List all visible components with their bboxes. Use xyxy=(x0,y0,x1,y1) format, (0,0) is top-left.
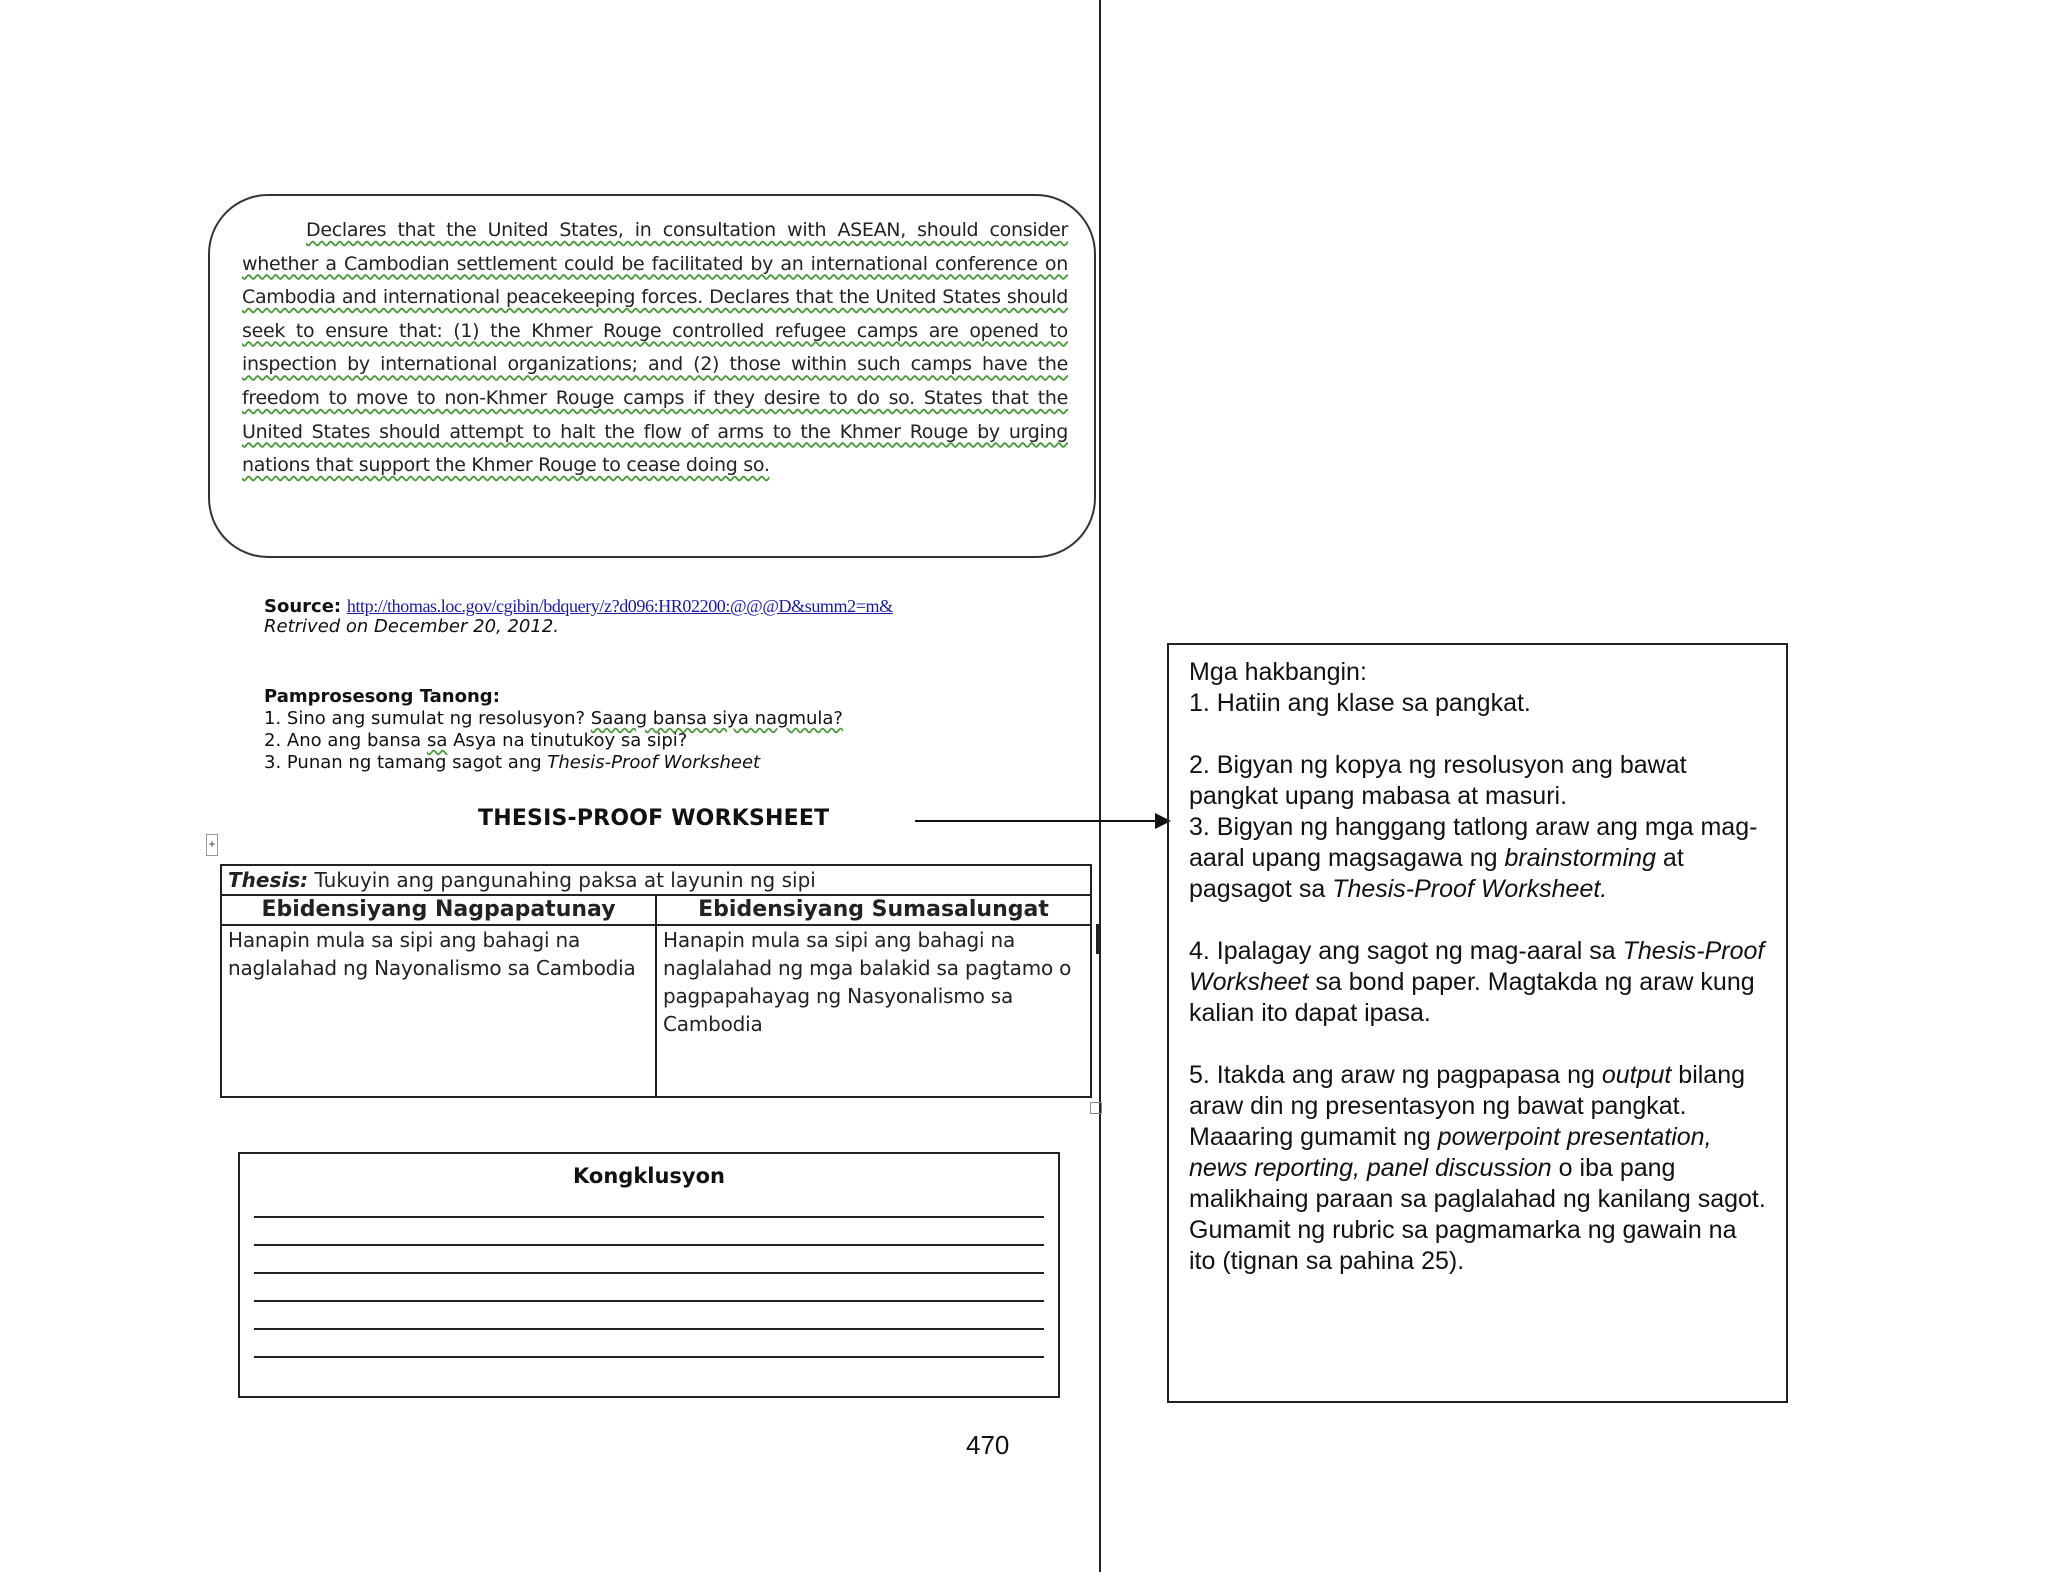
page-divider xyxy=(1099,0,1101,1572)
step-5: 5. Itakda ang araw ng pagpapasa ng output bilang araw din ng presentasyon ng bawat pangkat. Maaaring gumamit ng powerpoint presentation, news reporting, panel discussion o iba pang malikhaing paraan sa paglalahad ng kanilang sagot. Gumamit ng rubric sa pagmamarka ng gawain na ito (tignan sa pahina 25). xyxy=(1189,1061,1766,1275)
retrieved-date: Retrived on December 20, 2012. xyxy=(264,616,559,637)
conclusion-line xyxy=(254,1244,1044,1246)
thesis-proof-table xyxy=(220,864,1092,1098)
worksheet-title: THESIS-PROOF WORKSHEET xyxy=(478,806,830,831)
col-header-opposing: Ebidensiyang Sumasalungat xyxy=(656,895,1091,925)
step-1: 1. Hatiin ang klase sa pangkat. xyxy=(1189,689,1531,717)
question-1: 1. Sino ang sumulat ng resolusyon? Saang bansa siya nagmula? xyxy=(264,708,843,729)
processing-questions xyxy=(264,686,843,774)
conclusion-title: Kongklusyon xyxy=(573,1164,725,1188)
arrow-line xyxy=(915,820,1159,822)
conclusion-box xyxy=(238,1152,1060,1398)
conclusion-line xyxy=(254,1272,1044,1274)
source-label: Source: xyxy=(264,596,342,617)
step-2: 2. Bigyan ng kopya ng resolusyon ang bawat pangkat upang mabasa at masuri. xyxy=(1189,751,1687,810)
quote-box xyxy=(208,194,1096,558)
thesis-row xyxy=(221,865,1091,895)
page-number: 470 xyxy=(966,1430,1010,1460)
cell-opposing: Hanapin mula sa sipi ang bahagi na naglalahad ng mga balakid sa pagtamo o pagpapahayag ng Nasyonalismo sa Cambodia xyxy=(656,925,1091,1097)
conclusion-line xyxy=(254,1300,1044,1302)
question-2: 2. Ano ang bansa sa Asya na tinutukoy sa sipi? xyxy=(264,730,688,751)
conclusion-line xyxy=(254,1216,1044,1218)
question-3: 3. Punan ng tamang sagot ang Thesis-Proof Worksheet xyxy=(264,752,761,773)
table-move-handle-icon[interactable]: + xyxy=(206,834,218,856)
col-header-supporting: Ebidensiyang Nagpapatunay xyxy=(221,895,656,925)
questions-title: Pamprosesong Tanong: xyxy=(264,686,500,707)
thesis-text: Tukuyin ang pangunahing paksa at layunin ng sipi xyxy=(308,868,816,892)
conclusion-line xyxy=(254,1356,1044,1358)
table-resize-handle-icon[interactable] xyxy=(1090,1102,1102,1114)
thesis-label: Thesis: xyxy=(228,868,309,892)
conclusion-line xyxy=(254,1328,1044,1330)
step-3: 3. Bigyan ng hanggang tatlong araw ang mga mag-aaral upang magsagawa ng brainstorming at pagsagot sa Thesis-Proof Worksheet. xyxy=(1189,813,1758,903)
source-block xyxy=(264,596,893,637)
step-4: 4. Ipalagay ang sagot ng mag-aaral sa Thesis-Proof Worksheet sa bond paper. Magtakda ng araw kung kalian ito dapat ipasa. xyxy=(1189,937,1765,1027)
source-link[interactable]: http://thomas.loc.gov/cgibin/bdquery/z?d096:HR02200:@@@D&summ2=m& xyxy=(346,596,893,616)
steps-heading: Mga hakbangin: xyxy=(1189,658,1367,686)
steps-box xyxy=(1167,643,1788,1403)
quote-text: Declares that the United States, in consultation with ASEAN, should consider whether a Cambodian settlement could be facilitated by an international conference on Cambodia and international peacekeeping forces. Declares that the United States should seek to ensure that: (1) the Khmer Rouge controlled refugee camps are opened to inspection by international organizations; and (2) those within such camps have the freedom to move to non-Khmer Rouge camps if they desire to do so. States that the United States should attempt to halt the flow of arms to the Khmer Rouge by urging nations that support the Khmer Rouge to cease doing so. xyxy=(242,219,1068,477)
text-cursor xyxy=(1096,924,1100,954)
cell-supporting: Hanapin mula sa sipi ang bahagi na naglalahad ng Nayonalismo sa Cambodia xyxy=(221,925,656,1097)
